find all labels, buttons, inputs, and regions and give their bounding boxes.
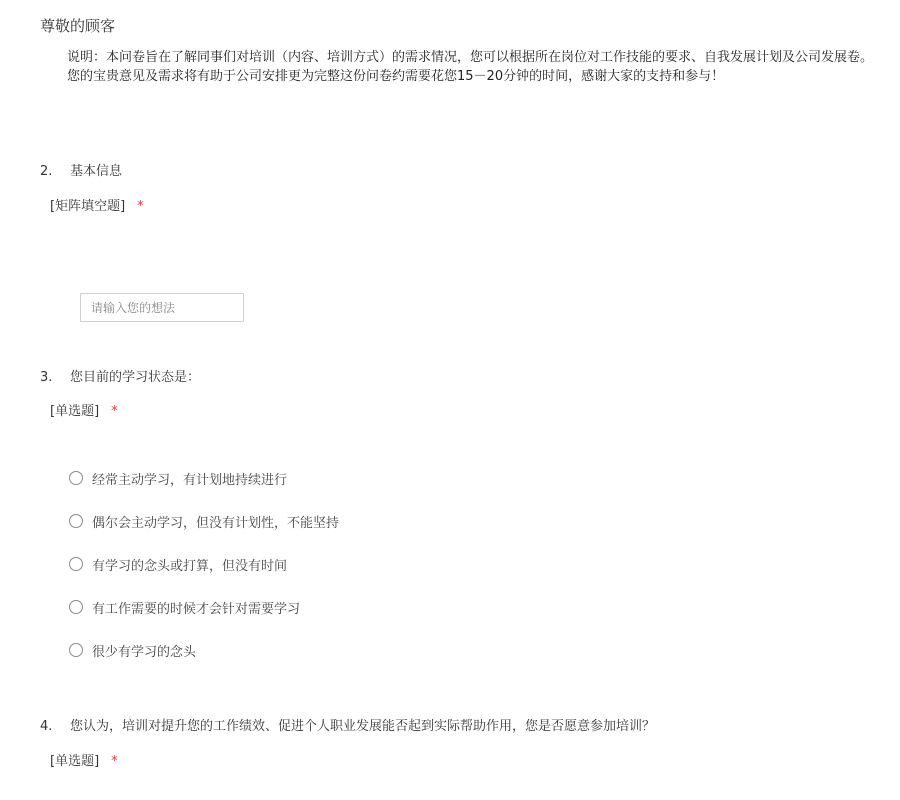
question-4-type	[50, 750, 118, 769]
question-3-number: 3.	[40, 370, 53, 385]
required-marker: *	[111, 754, 118, 769]
intro-paragraph-1: 说明：本问卷旨在了解同事们对培训（内容、培训方式）的需求情况，您可以根据所在岗位对工作技能的要求、自我发展计划及公司发展卷。	[67, 50, 874, 65]
required-marker: *	[137, 199, 144, 214]
radio-button[interactable]	[69, 643, 83, 657]
radio-option-label[interactable]: 偶尔会主动学习，但没有计划性，不能坚持	[92, 515, 340, 531]
radio-option-label[interactable]: 有工作需要的时候才会针对需要学习	[92, 601, 301, 617]
radio-option-label[interactable]: 有学习的念头或打算，但没有时间	[92, 558, 288, 574]
question-2-number: 2.	[40, 164, 53, 179]
radio-option-4[interactable]	[69, 598, 300, 616]
question-3-text: 您目前的学习状态是：	[70, 370, 201, 385]
question-2-type-label: [矩阵填空题]	[50, 199, 126, 214]
radio-option-2[interactable]	[69, 512, 339, 530]
question-2-title	[40, 160, 122, 179]
question-4-number: 4.	[40, 719, 53, 734]
question-2-text: 基本信息	[70, 164, 123, 179]
question-4-title	[40, 715, 655, 734]
radio-option-label[interactable]: 经常主动学习，有计划地持续进行	[92, 472, 288, 488]
radio-option-1[interactable]	[69, 469, 287, 487]
radio-option-3[interactable]	[69, 555, 287, 573]
intro-paragraph-2: 您的宝贵意见及需求将有助于公司安排更为完整这份问卷约需要花您15－20分钟的时间，感谢大家的支持和参与！	[67, 69, 725, 84]
question-3-title	[40, 366, 200, 385]
question-4-text: 您认为，培训对提升您的工作绩效、促进个人职业发展能否起到实际帮助作用，您是否愿意参加培训？	[70, 719, 656, 734]
radio-button[interactable]	[69, 600, 83, 614]
radio-option-label[interactable]: 很少有学习的念头	[92, 644, 197, 660]
survey-intro	[40, 48, 900, 86]
radio-button[interactable]	[69, 557, 83, 571]
radio-button[interactable]	[69, 471, 83, 485]
required-marker: *	[111, 404, 118, 419]
question-3-type-label: [单选题]	[50, 404, 100, 419]
greeting-heading: 尊敬的顾客	[40, 17, 116, 35]
radio-button[interactable]	[69, 514, 83, 528]
question-2-type	[50, 195, 144, 214]
question-4-type-label: [单选题]	[50, 754, 100, 769]
matrix-fill-input[interactable]	[80, 293, 244, 322]
question-3-type	[50, 400, 118, 419]
radio-option-5[interactable]	[69, 641, 196, 659]
